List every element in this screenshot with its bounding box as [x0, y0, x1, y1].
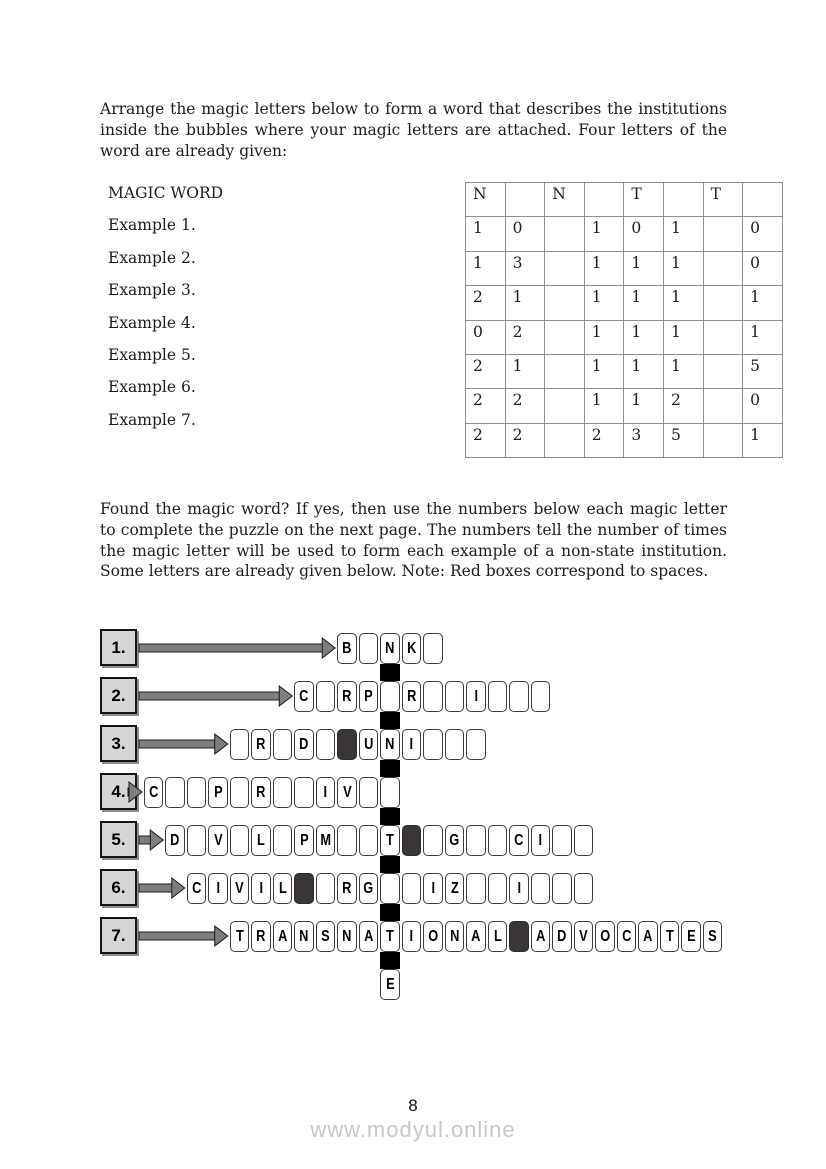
table-cell: 1: [624, 251, 664, 285]
puzzle-letter: P: [299, 831, 309, 849]
row-number-badge: 7.: [100, 917, 137, 954]
puzzle-letter: T: [386, 927, 394, 945]
table-cell: T: [703, 183, 743, 217]
puzzle-cell: [208, 873, 228, 904]
puzzle-cell: [359, 777, 379, 808]
table-cell: [545, 320, 585, 354]
puzzle-letter: V: [342, 783, 352, 801]
puzzle-letter: R: [406, 687, 417, 705]
puzzle-cell: [294, 729, 314, 760]
puzzle-cell: [488, 873, 508, 904]
puzzle-cell: [230, 777, 250, 808]
table-cell: 1: [663, 286, 703, 320]
puzzle-cell: [337, 825, 357, 856]
puzzle-cell: [316, 873, 336, 904]
puzzle-cell: [208, 777, 228, 808]
example-label: Example 5.: [108, 345, 196, 364]
puzzle-cell: [187, 777, 207, 808]
example-label: Example 4.: [108, 313, 196, 332]
arrow-icon: [139, 636, 335, 660]
puzzle-cell: [273, 825, 293, 856]
arrow-icon: [139, 876, 185, 900]
example-label: Example 7.: [108, 410, 196, 429]
puzzle-letter: T: [386, 831, 394, 849]
puzzle-cell: [337, 921, 357, 952]
puzzle-letter: C: [299, 687, 309, 705]
table-cell: T: [624, 183, 664, 217]
table-cell: 0: [743, 251, 783, 285]
puzzle-letter: K: [406, 639, 417, 657]
table-cell: 1: [584, 320, 624, 354]
puzzle-row: [337, 633, 443, 664]
puzzle-cell: [402, 921, 422, 952]
puzzle-cell-red-space: [337, 729, 357, 760]
table-cell: 2: [505, 423, 545, 457]
puzzle-cell: [208, 825, 228, 856]
puzzle-letter: O: [428, 927, 438, 945]
puzzle-cell: [423, 825, 443, 856]
table-cell: 2: [466, 354, 506, 388]
puzzle-letter: R: [256, 735, 266, 753]
puzzle-cell: [230, 825, 250, 856]
puzzle-cell: [337, 777, 357, 808]
puzzle-cell: [660, 921, 680, 952]
table-cell: 5: [743, 354, 783, 388]
table-cell: [584, 183, 624, 217]
puzzle-cell: [402, 729, 422, 760]
puzzle-cell: [552, 825, 572, 856]
puzzle-cell: [617, 921, 637, 952]
puzzle-cell: [423, 921, 443, 952]
puzzle-cell: [187, 873, 207, 904]
puzzle-cell: [445, 681, 465, 712]
puzzle-letter: C: [621, 927, 632, 945]
puzzle-cell: [380, 873, 400, 904]
vertical-word-connector: [380, 952, 400, 969]
puzzle-cell: [359, 825, 379, 856]
table-cell: 0: [743, 217, 783, 251]
puzzle-letter: N: [385, 735, 395, 753]
table-row: [466, 423, 783, 457]
puzzle-cell: [445, 729, 465, 760]
puzzle-cell: [359, 729, 379, 760]
arrow-icon: [139, 732, 228, 756]
row-number-badge: 6.: [100, 869, 137, 906]
puzzle-cell: [251, 873, 271, 904]
table-cell: [505, 183, 545, 217]
puzzle-letter: I: [474, 687, 478, 705]
row-number-badge: 3.: [100, 725, 137, 762]
table-cell: [703, 389, 743, 423]
table-cell: N: [466, 183, 506, 217]
puzzle-letter: V: [579, 927, 588, 945]
table-cell: 0: [743, 389, 783, 423]
puzzle-cell: [359, 633, 379, 664]
puzzle-cell: [316, 825, 336, 856]
puzzle-letter: G: [449, 831, 460, 849]
puzzle-row: [230, 921, 723, 952]
puzzle-letter: O: [600, 927, 610, 945]
puzzle-cell: [380, 633, 400, 664]
arrow-icon: [139, 924, 228, 948]
puzzle-cell: [294, 825, 314, 856]
puzzle-cell: [574, 921, 594, 952]
puzzle-letter: E: [385, 975, 395, 993]
puzzle-cell: [423, 729, 443, 760]
puzzle-cell: [294, 777, 314, 808]
magic-word-label-column: [108, 182, 223, 441]
row-number-badge: 5.: [100, 821, 137, 858]
puzzle-cell: [251, 777, 271, 808]
table-cell: 3: [624, 423, 664, 457]
puzzle-letter: L: [257, 831, 265, 849]
puzzle-cell: [488, 681, 508, 712]
puzzle-cell: [509, 681, 529, 712]
puzzle-letter: D: [299, 735, 309, 753]
table-cell: 1: [743, 423, 783, 457]
puzzle-cell: [531, 873, 551, 904]
table-cell: [703, 423, 743, 457]
puzzle-letter: I: [517, 879, 521, 897]
puzzle-letter: I: [323, 783, 328, 801]
puzzle-cell: [402, 681, 422, 712]
puzzle-cell: [359, 921, 379, 952]
puzzle-cell: [359, 873, 379, 904]
puzzle-letter: N: [342, 927, 352, 945]
puzzle-cell: [531, 825, 551, 856]
puzzle-letter: P: [364, 687, 373, 705]
puzzle-cell: [251, 825, 271, 856]
row-number-badge: 1.: [100, 629, 137, 666]
table-cell: N: [545, 183, 585, 217]
puzzle-cell: [488, 825, 508, 856]
puzzle-row: [294, 681, 550, 712]
table-cell: [703, 320, 743, 354]
table-cell: 1: [584, 354, 624, 388]
puzzle-cell: [165, 825, 185, 856]
puzzle-letter: C: [191, 879, 202, 897]
puzzle-cell: [337, 633, 357, 664]
example-label: Example 3.: [108, 281, 196, 300]
puzzle-letter: I: [431, 879, 435, 897]
puzzle-cell: [165, 777, 185, 808]
puzzle-cell: [251, 921, 271, 952]
puzzle-letter: N: [299, 927, 309, 945]
puzzle-letter: E: [686, 927, 696, 945]
puzzle-letter: A: [363, 927, 374, 945]
watermark: www.modyul.online: [310, 1117, 516, 1142]
intro-paragraph: Arrange the magic letters below to form a word that describes the institutions inside the bubbles where your magic letters are attached. Four letters of the word are already given:: [100, 100, 727, 160]
magic-word-title: MAGIC WORD: [108, 184, 224, 202]
puzzle-letter: L: [493, 927, 502, 945]
puzzle-row: [144, 777, 400, 808]
table-row: [466, 286, 783, 320]
arrow-icon: [139, 684, 292, 708]
table-cell: [703, 217, 743, 251]
instructions-paragraph: Found the magic word? If yes, then use the numbers below each magic letter to complete the puzzle on the next page. The numbers tell the number of times the magic letter will be used to form each example of a non-state institution. Some letters are already given below. Note: Red boxes correspond to spaces.: [100, 500, 727, 581]
arrow-icon: [139, 828, 163, 852]
table-cell: 0: [505, 217, 545, 251]
puzzle-letter: R: [256, 783, 266, 801]
magic-word-table: [465, 182, 783, 458]
puzzle-cell: [423, 633, 443, 664]
puzzle-cell: [574, 873, 594, 904]
table-cell: 5: [663, 423, 703, 457]
puzzle-cell: [380, 729, 400, 760]
vertical-word-connector: [380, 808, 400, 825]
puzzle-cell: [466, 681, 486, 712]
puzzle-letter: S: [321, 927, 330, 945]
puzzle-cell: [380, 681, 400, 712]
puzzle-cell: [595, 921, 615, 952]
arrow-icon: [128, 780, 142, 804]
vertical-word-connector: [380, 904, 400, 921]
puzzle-cell: [316, 777, 336, 808]
table-cell: [545, 423, 585, 457]
puzzle-row: [165, 825, 593, 856]
table-cell: [545, 251, 585, 285]
table-cell: 0: [624, 217, 664, 251]
puzzle-cell: [574, 825, 594, 856]
puzzle-cell: [402, 873, 422, 904]
table-row: [466, 354, 783, 388]
puzzle-letter: T: [235, 927, 244, 945]
table-cell: 2: [466, 389, 506, 423]
puzzle-cell: [466, 729, 486, 760]
puzzle-letter: U: [363, 735, 374, 753]
puzzle-letter: C: [148, 783, 159, 801]
example-label: Example 1.: [108, 216, 196, 235]
puzzle-cell: [380, 969, 400, 1000]
puzzle-cell: [230, 873, 250, 904]
puzzle-row: [230, 729, 486, 760]
puzzle-cell: [531, 921, 551, 952]
puzzle-cell: [316, 681, 336, 712]
table-cell: [545, 354, 585, 388]
puzzle-cell: [230, 921, 250, 952]
table-cell: 1: [466, 217, 506, 251]
puzzle-letter: I: [538, 831, 543, 849]
table-cell: 2: [466, 286, 506, 320]
puzzle-letter: D: [170, 831, 180, 849]
table-cell: 1: [505, 286, 545, 320]
table-cell: 1: [505, 354, 545, 388]
puzzle-cell: [445, 921, 465, 952]
puzzle-cell: [273, 729, 293, 760]
puzzle-cell: [380, 921, 400, 952]
row-number-badge: 4.: [100, 773, 137, 810]
puzzle-cell-red-space: [402, 825, 422, 856]
puzzle-cell: [402, 633, 422, 664]
table-cell: [545, 217, 585, 251]
puzzle-cell: [466, 873, 486, 904]
table-row: [466, 251, 783, 285]
puzzle-cell: [681, 921, 701, 952]
table-cell: [743, 183, 783, 217]
table-cell: 1: [584, 286, 624, 320]
puzzle-letter: A: [643, 927, 653, 945]
table-cell: 1: [584, 217, 624, 251]
table-cell: [703, 286, 743, 320]
puzzle-letter: S: [708, 927, 717, 945]
table-row: [466, 320, 783, 354]
puzzle-letter: R: [342, 879, 352, 897]
table-cell: 2: [466, 423, 506, 457]
puzzle-letter: I: [259, 879, 263, 897]
puzzle-cell: [466, 825, 486, 856]
puzzle-cell: [531, 681, 551, 712]
puzzle-letter: A: [471, 927, 481, 945]
puzzle-cell: [294, 921, 314, 952]
vertical-word-connector: [380, 856, 400, 873]
table-cell: 1: [663, 320, 703, 354]
puzzle-cell: [316, 921, 336, 952]
puzzle-cell: [509, 873, 529, 904]
puzzle-letter: I: [216, 879, 220, 897]
puzzle-letter: I: [409, 735, 414, 753]
puzzle-letter: R: [342, 687, 352, 705]
table-cell: 0: [466, 320, 506, 354]
table-cell: [703, 354, 743, 388]
puzzle-cell: [423, 681, 443, 712]
puzzle-cell: [423, 873, 443, 904]
table-cell: 2: [505, 320, 545, 354]
table-cell: 1: [743, 320, 783, 354]
puzzle-letter: V: [235, 879, 244, 897]
puzzle-cell: [466, 921, 486, 952]
puzzle-cell: [337, 681, 357, 712]
puzzle-cell: [251, 729, 271, 760]
puzzle-cell: [359, 681, 379, 712]
puzzle-letter: A: [277, 927, 288, 945]
puzzle-cell-red-space: [509, 921, 529, 952]
vertical-word-connector: [380, 712, 400, 729]
table-cell: 1: [663, 251, 703, 285]
example-label: Example 2.: [108, 248, 196, 267]
puzzle-cell: [273, 777, 293, 808]
puzzle-cell: [703, 921, 723, 952]
table-cell: 1: [466, 251, 506, 285]
puzzle-cell: [380, 825, 400, 856]
puzzle-cell: [488, 921, 508, 952]
puzzle-final-cell-row: [380, 969, 400, 1000]
puzzle-letter: A: [535, 927, 546, 945]
puzzle-letter: D: [557, 927, 567, 945]
table-cell: 1: [624, 320, 664, 354]
table-cell: 1: [743, 286, 783, 320]
puzzle-cell: [316, 729, 336, 760]
table-header-row: [466, 183, 783, 217]
vertical-word-connector: [380, 664, 400, 681]
puzzle-cell: [445, 825, 465, 856]
row-number-badge: 2.: [100, 677, 137, 714]
puzzle-cell: [337, 873, 357, 904]
puzzle-letter: R: [256, 927, 266, 945]
table-cell: 1: [624, 286, 664, 320]
vertical-word-connector: [380, 760, 400, 777]
puzzle-cell: [273, 921, 293, 952]
table-cell: [545, 389, 585, 423]
example-label: Example 6.: [108, 378, 196, 397]
table-cell: 2: [584, 423, 624, 457]
table-row: [466, 217, 783, 251]
puzzle-cell-red-space: [294, 873, 314, 904]
puzzle-letter: I: [409, 927, 414, 945]
puzzle-letter: L: [278, 879, 287, 897]
puzzle-row: [187, 873, 594, 904]
table-cell: [663, 183, 703, 217]
puzzle-cell: [273, 873, 293, 904]
table-cell: 1: [584, 251, 624, 285]
page-number: 8: [408, 1096, 418, 1115]
table-cell: [703, 251, 743, 285]
puzzle-letter: T: [665, 927, 674, 945]
puzzle-cell: [552, 921, 572, 952]
table-cell: 1: [624, 354, 664, 388]
table-cell: 1: [663, 354, 703, 388]
table-cell: 2: [663, 389, 703, 423]
puzzle-letter: M: [320, 831, 331, 849]
puzzle-cell: [187, 825, 207, 856]
puzzle-letter: G: [363, 879, 374, 897]
puzzle-cell: [509, 825, 529, 856]
puzzle-cell: [380, 777, 400, 808]
puzzle-letter: N: [385, 639, 395, 657]
table-cell: 3: [505, 251, 545, 285]
puzzle-letter: B: [342, 639, 352, 657]
puzzle-letter: V: [213, 831, 223, 849]
puzzle-letter: Z: [450, 879, 459, 897]
puzzle-cell: [552, 873, 572, 904]
puzzle-cell: [445, 873, 465, 904]
table-cell: 1: [584, 389, 624, 423]
table-cell: 1: [624, 389, 664, 423]
table-cell: [545, 286, 585, 320]
table-cell: 2: [505, 389, 545, 423]
puzzle-cell: [144, 777, 164, 808]
puzzle-cell: [230, 729, 250, 760]
table-row: [466, 389, 783, 423]
puzzle-cell: [638, 921, 658, 952]
puzzle-letter: P: [213, 783, 223, 801]
puzzle-cell: [294, 681, 314, 712]
puzzle-letter: C: [514, 831, 524, 849]
puzzle-letter: N: [449, 927, 460, 945]
table-cell: 1: [663, 217, 703, 251]
